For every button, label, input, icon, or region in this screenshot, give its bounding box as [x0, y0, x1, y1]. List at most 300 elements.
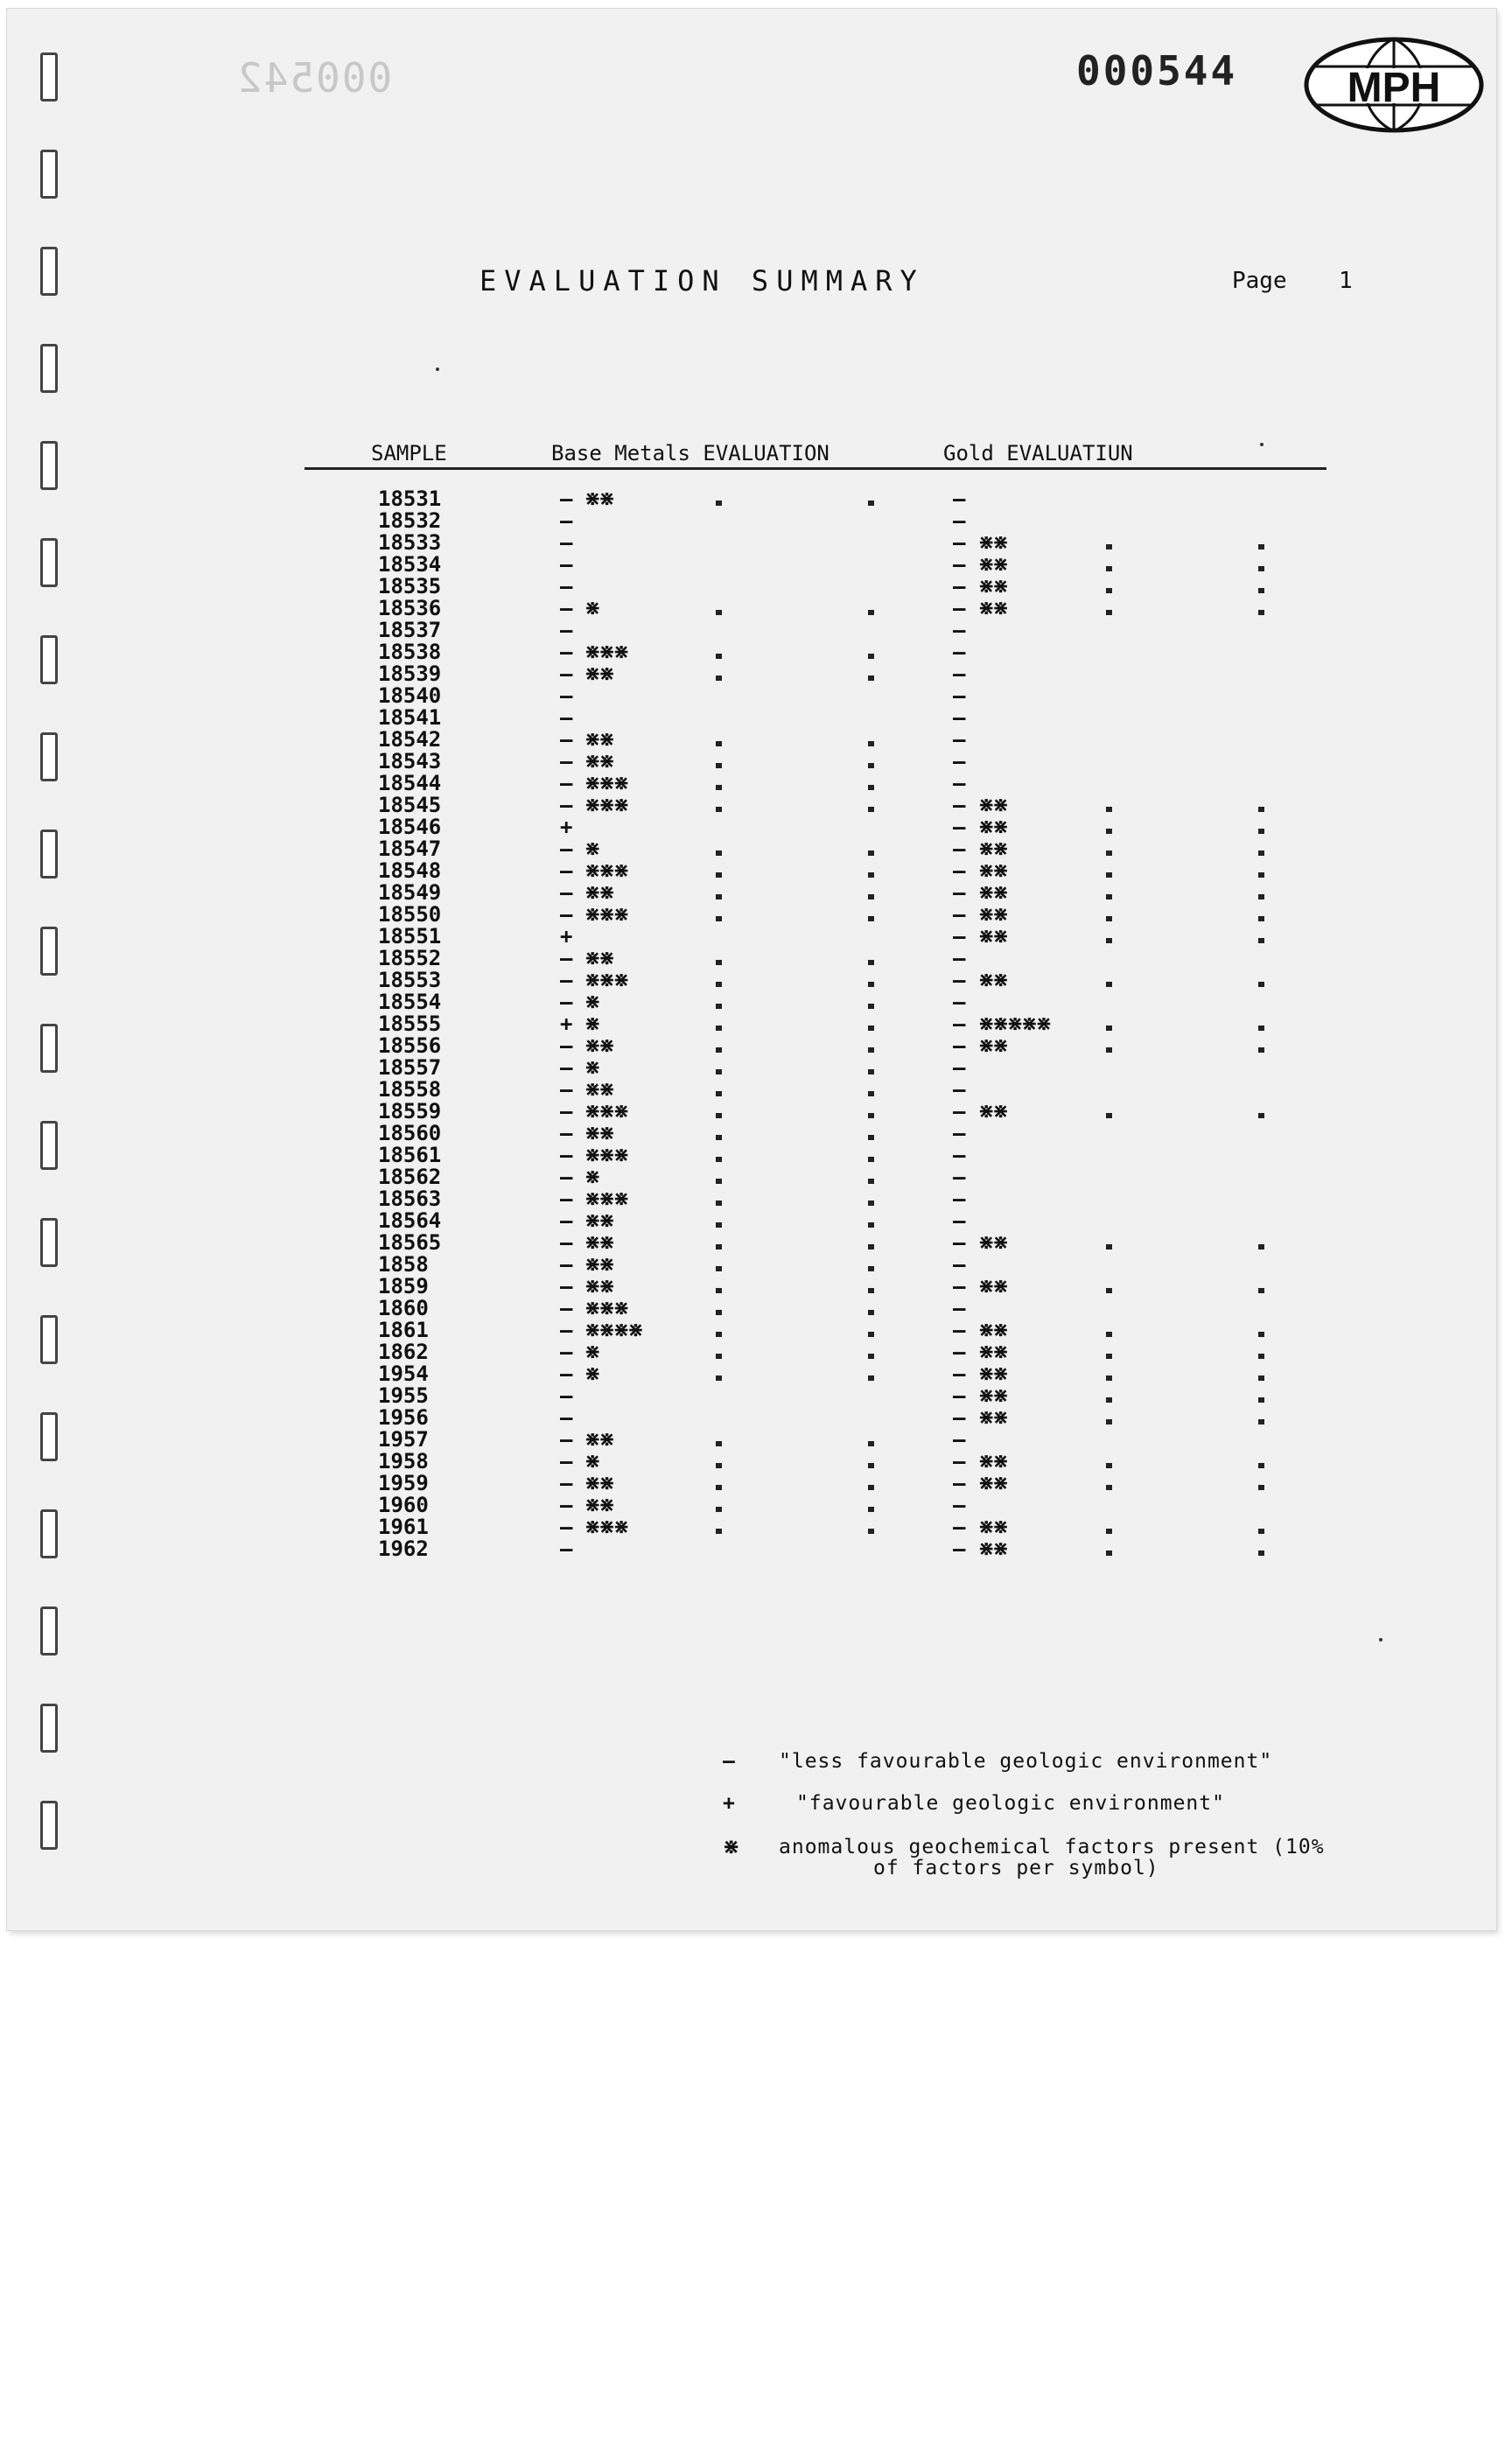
gold-environment-symbol: — [953, 793, 966, 817]
table-row [7, 532, 1494, 554]
base-metals-environment-symbol: — [560, 683, 573, 708]
gold-dot-marker [1106, 938, 1112, 943]
base-metals-environment-symbol: — [560, 530, 573, 555]
base-metals-environment-symbol: — [560, 1230, 573, 1255]
base-metals-environment-symbol: — [560, 1077, 573, 1102]
gold-dot-marker [1106, 807, 1112, 812]
base-metals-dot-marker [716, 1288, 722, 1293]
gold-dot-marker [1258, 807, 1264, 812]
legend-symbol: ⋇ [723, 1836, 740, 1858]
base-metals-dot-marker [716, 1091, 722, 1096]
base-metals-dot-marker [716, 1441, 722, 1446]
base-metals-environment-symbol: — [560, 662, 573, 686]
gold-factor-symbols: ⋇⋇ [978, 1276, 1007, 1298]
base-metals-factor-symbols: ⋇⋇ [584, 488, 613, 510]
base-metals-factor-symbols: ⋇ [584, 1363, 599, 1385]
base-metals-environment-symbol: — [560, 1340, 573, 1364]
base-metals-dot-marker [716, 1004, 722, 1009]
base-metals-environment-symbol: — [560, 990, 573, 1014]
gold-dot-marker [1258, 1419, 1264, 1424]
base-metals-environment-symbol: + [560, 815, 573, 839]
legend-text: of factors per symbol) [873, 1857, 1159, 1880]
base-metals-environment-symbol: — [560, 1143, 573, 1167]
base-metals-dot-marker [716, 654, 722, 659]
table-row [7, 1429, 1494, 1451]
table-row [7, 1451, 1494, 1473]
base-metals-factor-symbols: ⋇⋇ [584, 882, 613, 904]
sample-id: 1955 [378, 1383, 429, 1408]
base-metals-environment-symbol: — [560, 574, 573, 598]
base-metals-dot-marker [868, 785, 874, 790]
sample-id: 1961 [378, 1515, 429, 1539]
sample-id: 1957 [378, 1427, 429, 1452]
base-metals-dot-marker [868, 1113, 874, 1118]
base-metals-factor-symbols: ⋇⋇ [584, 1210, 613, 1232]
gold-dot-marker [1106, 829, 1112, 834]
sample-id: 1862 [378, 1340, 429, 1364]
sample-id: 18536 [378, 596, 442, 620]
gold-dot-marker [1106, 588, 1112, 593]
gold-environment-symbol: — [953, 574, 966, 598]
base-metals-factor-symbols: ⋇⋇ [584, 729, 613, 751]
base-metals-factor-symbols: ⋇⋇⋇ [584, 1101, 628, 1123]
base-metals-dot-marker [716, 1507, 722, 1512]
gold-factor-symbols: ⋇⋇ [978, 860, 1007, 882]
gold-environment-symbol: — [953, 1033, 966, 1058]
legend-text: anomalous geochemical factors present (10% [779, 1836, 1325, 1858]
base-metals-dot-marker [868, 894, 874, 900]
base-metals-dot-marker [868, 1004, 874, 1009]
table-row [7, 773, 1494, 794]
page-label: Page [1232, 268, 1287, 294]
base-metals-dot-marker [716, 1376, 722, 1381]
gold-dot-marker [1106, 1047, 1112, 1053]
sample-id: 18542 [378, 727, 442, 752]
base-metals-environment-symbol: — [560, 705, 573, 730]
table-row [7, 1538, 1494, 1560]
gold-environment-symbol: — [953, 683, 966, 708]
gold-environment-symbol: — [953, 1055, 966, 1080]
sample-id: 1956 [378, 1405, 429, 1430]
base-metals-factor-symbols: ⋇⋇ [584, 751, 613, 773]
table-row [7, 729, 1494, 751]
gold-factor-symbols: ⋇⋇ [978, 1385, 1007, 1407]
base-metals-dot-marker [716, 960, 722, 965]
table-row [7, 488, 1494, 510]
sample-id: 1962 [378, 1536, 429, 1561]
base-metals-dot-marker [868, 850, 874, 856]
gold-environment-symbol: — [953, 1427, 966, 1452]
base-metals-dot-marker [868, 1179, 874, 1184]
gold-environment-symbol: — [953, 858, 966, 883]
base-metals-factor-symbols: ⋇ [584, 1341, 599, 1363]
base-metals-dot-marker [716, 850, 722, 856]
base-metals-dot-marker [716, 1026, 722, 1031]
base-metals-dot-marker [868, 1026, 874, 1031]
table-row [7, 1232, 1494, 1254]
gold-factor-symbols: ⋇⋇ [978, 1473, 1007, 1494]
base-metals-dot-marker [868, 1354, 874, 1359]
base-metals-dot-marker [868, 654, 874, 659]
gold-dot-marker [1106, 1397, 1112, 1403]
base-metals-dot-marker [716, 1310, 722, 1315]
sample-id: 18537 [378, 618, 442, 642]
base-metals-environment-symbol: — [560, 946, 573, 970]
base-metals-dot-marker [868, 741, 874, 746]
gold-dot-marker [1106, 1113, 1112, 1118]
mph-logo [1302, 33, 1486, 136]
gold-dot-marker [1258, 850, 1264, 856]
table-row [7, 838, 1494, 860]
column-header-base-metals: Base Metals EVALUATION [551, 441, 830, 466]
sample-id: 18565 [378, 1230, 442, 1255]
gold-dot-marker [1106, 1419, 1112, 1424]
legend-symbol: + [723, 1792, 735, 1815]
base-metals-environment-symbol: + [560, 924, 573, 948]
gold-dot-marker [1258, 829, 1264, 834]
gold-environment-symbol: — [953, 1449, 966, 1474]
base-metals-factor-symbols: ⋇⋇⋇ [584, 1188, 628, 1210]
base-metals-factor-symbols: ⋇⋇ [584, 1429, 613, 1451]
table-row [7, 707, 1494, 729]
sample-id: 18555 [378, 1012, 442, 1036]
base-metals-environment-symbol: — [560, 1427, 573, 1452]
base-metals-factor-symbols: ⋇⋇ [584, 663, 613, 685]
gold-factor-symbols: ⋇⋇ [978, 1516, 1007, 1538]
gold-dot-marker [1258, 872, 1264, 878]
base-metals-dot-marker [716, 741, 722, 746]
base-metals-environment-symbol: — [560, 1405, 573, 1430]
sample-id: 18534 [378, 552, 442, 577]
table-row [7, 1123, 1494, 1144]
base-metals-dot-marker [868, 1091, 874, 1096]
column-header-sample: SAMPLE [371, 441, 447, 466]
sample-id: 18556 [378, 1033, 442, 1058]
table-row [7, 1079, 1494, 1101]
base-metals-factor-symbols: ⋇⋇⋇ [584, 1516, 628, 1538]
gold-factor-symbols: ⋇⋇ [978, 532, 1007, 554]
gold-environment-symbol: — [953, 1077, 966, 1102]
base-metals-dot-marker [868, 807, 874, 812]
gold-dot-marker [1106, 1244, 1112, 1250]
sample-id: 18540 [378, 683, 442, 708]
document-number: 000544 [1076, 47, 1238, 94]
base-metals-environment-symbol: — [560, 1449, 573, 1474]
gold-environment-symbol: — [953, 1252, 966, 1277]
table-row [7, 1516, 1494, 1538]
gold-environment-symbol: — [953, 946, 966, 970]
gold-dot-marker [1258, 894, 1264, 900]
sample-id: 18549 [378, 880, 442, 905]
header-rule [304, 467, 1326, 470]
base-metals-dot-marker [716, 500, 722, 506]
gold-factor-symbols: ⋇⋇⋇⋇⋇ [978, 1013, 1051, 1035]
table-row [7, 1407, 1494, 1429]
sample-id: 18561 [378, 1143, 442, 1167]
base-metals-dot-marker [716, 1354, 722, 1359]
gold-environment-symbol: — [953, 1515, 966, 1539]
base-metals-dot-marker [868, 1485, 874, 1490]
base-metals-dot-marker [716, 982, 722, 987]
gold-dot-marker [1258, 1047, 1264, 1053]
gold-environment-symbol: — [953, 1143, 966, 1167]
gold-dot-marker [1258, 610, 1264, 615]
gold-factor-symbols: ⋇⋇ [978, 554, 1007, 576]
legend-text: "less favourable geologic environment" [779, 1750, 1273, 1773]
base-metals-environment-symbol: — [560, 793, 573, 817]
table-row [7, 1473, 1494, 1494]
sample-id: 18546 [378, 815, 442, 839]
base-metals-dot-marker [716, 807, 722, 812]
table-row [7, 1210, 1494, 1232]
base-metals-factor-symbols: ⋇⋇ [584, 1035, 613, 1057]
table-row [7, 926, 1494, 948]
table-row [7, 1341, 1494, 1363]
base-metals-factor-symbols: ⋇ [584, 1166, 599, 1188]
base-metals-environment-symbol: — [560, 771, 573, 795]
table-row [7, 685, 1494, 707]
sample-id: 18560 [378, 1121, 442, 1145]
gold-environment-symbol: — [953, 1230, 966, 1255]
base-metals-factor-symbols: ⋇⋇⋇ [584, 970, 628, 991]
base-metals-environment-symbol: + [560, 1012, 573, 1036]
table-row [7, 816, 1494, 838]
table-row [7, 1188, 1494, 1210]
base-metals-environment-symbol: — [560, 640, 573, 664]
table-row [7, 1013, 1494, 1035]
base-metals-dot-marker [716, 785, 722, 790]
sample-id: 18562 [378, 1165, 442, 1189]
sample-id: 18548 [378, 858, 442, 883]
base-metals-dot-marker [868, 982, 874, 987]
gold-factor-symbols: ⋇⋇ [978, 1232, 1007, 1254]
sample-id: 18551 [378, 924, 442, 948]
sample-id: 1858 [378, 1252, 429, 1277]
gold-dot-marker [1258, 1550, 1264, 1556]
sample-id: 1959 [378, 1471, 429, 1495]
base-metals-environment-symbol: — [560, 902, 573, 927]
table-row [7, 1057, 1494, 1079]
base-metals-dot-marker [868, 1310, 874, 1315]
base-metals-factor-symbols: ⋇ [584, 838, 599, 860]
table-row [7, 1385, 1494, 1407]
base-metals-dot-marker [868, 960, 874, 965]
base-metals-environment-symbol: — [560, 1208, 573, 1233]
base-metals-environment-symbol: — [560, 858, 573, 883]
gold-dot-marker [1106, 566, 1112, 571]
sample-id: 1859 [378, 1274, 429, 1298]
gold-dot-marker [1106, 1332, 1112, 1337]
base-metals-factor-symbols: ⋇ [584, 991, 599, 1013]
table-row [7, 860, 1494, 882]
sample-id: 1958 [378, 1449, 429, 1474]
sample-id: 18545 [378, 793, 442, 817]
column-header-gold: Gold EVALUATIUN [943, 441, 1133, 466]
base-metals-environment-symbol: — [560, 1515, 573, 1539]
gold-environment-symbol: — [953, 771, 966, 795]
base-metals-factor-symbols: ⋇⋇ [584, 1123, 613, 1144]
table-row [7, 598, 1494, 620]
gold-dot-marker [1258, 1354, 1264, 1359]
base-metals-environment-symbol: — [560, 968, 573, 992]
gold-dot-marker [1258, 1463, 1264, 1468]
base-metals-environment-symbol: — [560, 727, 573, 752]
table-row [7, 751, 1494, 773]
gold-environment-symbol: — [953, 1536, 966, 1561]
base-metals-dot-marker [716, 1266, 722, 1271]
base-metals-dot-marker [868, 1200, 874, 1206]
gold-environment-symbol: — [953, 1274, 966, 1298]
gold-factor-symbols: ⋇⋇ [978, 838, 1007, 860]
base-metals-dot-marker [716, 916, 722, 921]
table-row [7, 1035, 1494, 1057]
sample-id: 18557 [378, 1055, 442, 1080]
base-metals-environment-symbol: — [560, 880, 573, 905]
base-metals-dot-marker [716, 1222, 722, 1228]
base-metals-environment-symbol: — [560, 1493, 573, 1517]
base-metals-dot-marker [868, 1332, 874, 1337]
base-metals-factor-symbols: ⋇ [584, 1057, 599, 1079]
gold-environment-symbol: — [953, 1296, 966, 1320]
gold-environment-symbol: — [953, 552, 966, 577]
base-metals-dot-marker [868, 1507, 874, 1512]
legend-text: "favourable geologic environment" [796, 1792, 1225, 1815]
base-metals-environment-symbol: — [560, 618, 573, 642]
base-metals-dot-marker [868, 763, 874, 768]
gold-dot-marker [1258, 916, 1264, 921]
table-row [7, 1298, 1494, 1320]
table-row [7, 663, 1494, 685]
gold-dot-marker [1106, 1354, 1112, 1359]
binder-hole [40, 441, 58, 490]
sample-id: 18544 [378, 771, 442, 795]
gold-environment-symbol: — [953, 530, 966, 555]
base-metals-dot-marker [716, 676, 722, 681]
base-metals-dot-marker [716, 1529, 722, 1534]
table-row [7, 1254, 1494, 1276]
sample-id: 18550 [378, 902, 442, 927]
base-metals-environment-symbol: — [560, 1033, 573, 1058]
gold-environment-symbol: — [953, 880, 966, 905]
base-metals-dot-marker [868, 1135, 874, 1140]
table-row [7, 794, 1494, 816]
base-metals-dot-marker [716, 1069, 722, 1074]
base-metals-environment-symbol: — [560, 1383, 573, 1408]
gold-environment-symbol: — [953, 508, 966, 533]
base-metals-dot-marker [716, 763, 722, 768]
gold-dot-marker [1106, 850, 1112, 856]
gold-environment-symbol: — [953, 640, 966, 664]
gold-dot-marker [1258, 566, 1264, 571]
gold-factor-symbols: ⋇⋇ [978, 882, 1007, 904]
gold-environment-symbol: — [953, 486, 966, 511]
gold-dot-marker [1258, 1485, 1264, 1490]
gold-factor-symbols: ⋇⋇ [978, 816, 1007, 838]
gold-environment-symbol: — [953, 1383, 966, 1408]
base-metals-environment-symbol: — [560, 1055, 573, 1080]
gold-environment-symbol: — [953, 1340, 966, 1364]
base-metals-factor-symbols: ⋇ [584, 598, 599, 620]
sample-id: 18547 [378, 836, 442, 861]
base-metals-factor-symbols: ⋇ [584, 1451, 599, 1473]
sample-id: 18543 [378, 749, 442, 774]
sample-id: 1861 [378, 1318, 429, 1342]
binder-hole [40, 150, 58, 199]
base-metals-environment-symbol: — [560, 486, 573, 511]
table-row [7, 1276, 1494, 1298]
gold-environment-symbol: — [953, 618, 966, 642]
base-metals-dot-marker [716, 1485, 722, 1490]
logo-text: MPH [1347, 65, 1441, 111]
gold-dot-marker [1106, 1485, 1112, 1490]
base-metals-dot-marker [716, 894, 722, 900]
gold-dot-marker [1258, 982, 1264, 987]
sample-id: 1954 [378, 1362, 429, 1386]
binder-hole [40, 247, 58, 296]
gold-factor-symbols: ⋇⋇ [978, 970, 1007, 991]
sample-id: 18558 [378, 1077, 442, 1102]
sample-id: 18563 [378, 1186, 442, 1211]
page-title: EVALUATION SUMMARY [480, 264, 925, 298]
gold-dot-marker [1106, 1376, 1112, 1381]
gold-factor-symbols: ⋇⋇ [978, 1363, 1007, 1385]
sample-id: 18538 [378, 640, 442, 664]
gold-environment-symbol: — [953, 1165, 966, 1189]
gold-dot-marker [1106, 544, 1112, 550]
base-metals-dot-marker [716, 1200, 722, 1206]
base-metals-dot-marker [868, 1222, 874, 1228]
base-metals-environment-symbol: — [560, 1471, 573, 1495]
gold-environment-symbol: — [953, 990, 966, 1014]
base-metals-dot-marker [716, 1157, 722, 1162]
base-metals-environment-symbol: — [560, 1362, 573, 1386]
base-metals-factor-symbols: ⋇⋇ [584, 1473, 613, 1494]
binder-hole [40, 52, 58, 102]
sample-id: 18541 [378, 705, 442, 730]
gold-dot-marker [1258, 1113, 1264, 1118]
gold-dot-marker [1258, 1026, 1264, 1031]
table-row [7, 948, 1494, 970]
base-metals-factor-symbols: ⋇⋇ [584, 1276, 613, 1298]
base-metals-dot-marker [716, 1113, 722, 1118]
table-row [7, 620, 1494, 641]
base-metals-environment-symbol: — [560, 552, 573, 577]
table-row [7, 1494, 1494, 1516]
table-row [7, 1144, 1494, 1166]
base-metals-dot-marker [716, 1463, 722, 1468]
base-metals-dot-marker [716, 1047, 722, 1053]
base-metals-factor-symbols: ⋇⋇⋇ [584, 641, 628, 663]
gold-factor-symbols: ⋇⋇ [978, 794, 1007, 816]
base-metals-dot-marker [716, 1332, 722, 1337]
sample-id: 18553 [378, 968, 442, 992]
gold-dot-marker [1258, 1376, 1264, 1381]
table-row [7, 1101, 1494, 1123]
base-metals-environment-symbol: — [560, 596, 573, 620]
table-row [7, 1363, 1494, 1385]
base-metals-environment-symbol: — [560, 1186, 573, 1211]
table-row [7, 882, 1494, 904]
base-metals-dot-marker [716, 610, 722, 615]
base-metals-dot-marker [716, 872, 722, 878]
gold-factor-symbols: ⋇⋇ [978, 1035, 1007, 1057]
gold-dot-marker [1258, 544, 1264, 550]
base-metals-environment-symbol: — [560, 1099, 573, 1124]
gold-environment-symbol: — [953, 1362, 966, 1386]
base-metals-dot-marker [868, 1047, 874, 1053]
table-row [7, 641, 1494, 663]
gold-environment-symbol: — [953, 1121, 966, 1145]
